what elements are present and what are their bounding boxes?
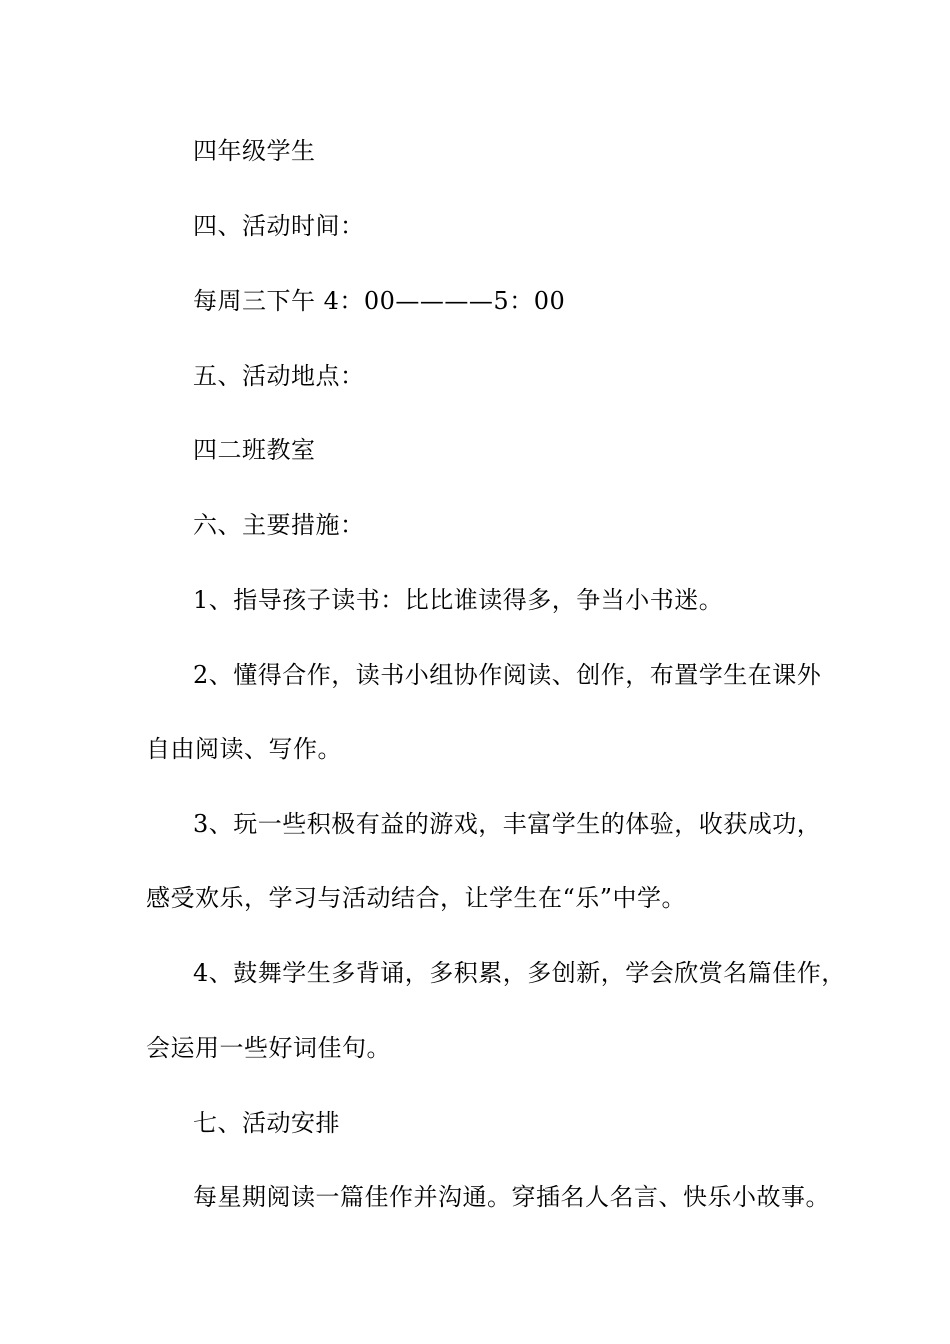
text-line-measure-2: 2、懂得合作，读书小组协作阅读、创作，布置学生在课外 [193,661,822,689]
text-line-time: 每周三下午 4：00————5：00 [193,287,566,315]
heading-activity-location: 五、活动地点： [193,362,365,390]
heading-activity-time: 四、活动时间： [193,212,365,240]
text-line-arrangement: 每星期阅读一篇佳作并沟通。穿插名人名言、快乐小故事。 [193,1183,830,1211]
text-line-measure-4-cont: 会运用一些好词佳句。 [146,1034,391,1062]
text-line-measure-3-cont: 感受欢乐，学习与活动结合，让学生在“乐”中学。 [146,884,687,912]
text-line-location: 四二班教室 [193,436,316,464]
heading-activity-arrangement: 七、活动安排 [193,1109,340,1137]
text-line-measure-1: 1、指导孩子读书：比比谁读得多，争当小书迷。 [193,586,724,614]
text-line-measure-4: 4、鼓舞学生多背诵，多积累，多创新，学会欣赏名篇佳作， [193,959,846,987]
text-line-measure-3: 3、玩一些积极有益的游戏，丰富学生的体验，收获成功， [193,810,822,838]
heading-main-measures: 六、主要措施： [193,511,365,539]
text-line-grade: 四年级学生 [193,137,316,165]
text-line-measure-2-cont: 自由阅读、写作。 [146,735,342,763]
